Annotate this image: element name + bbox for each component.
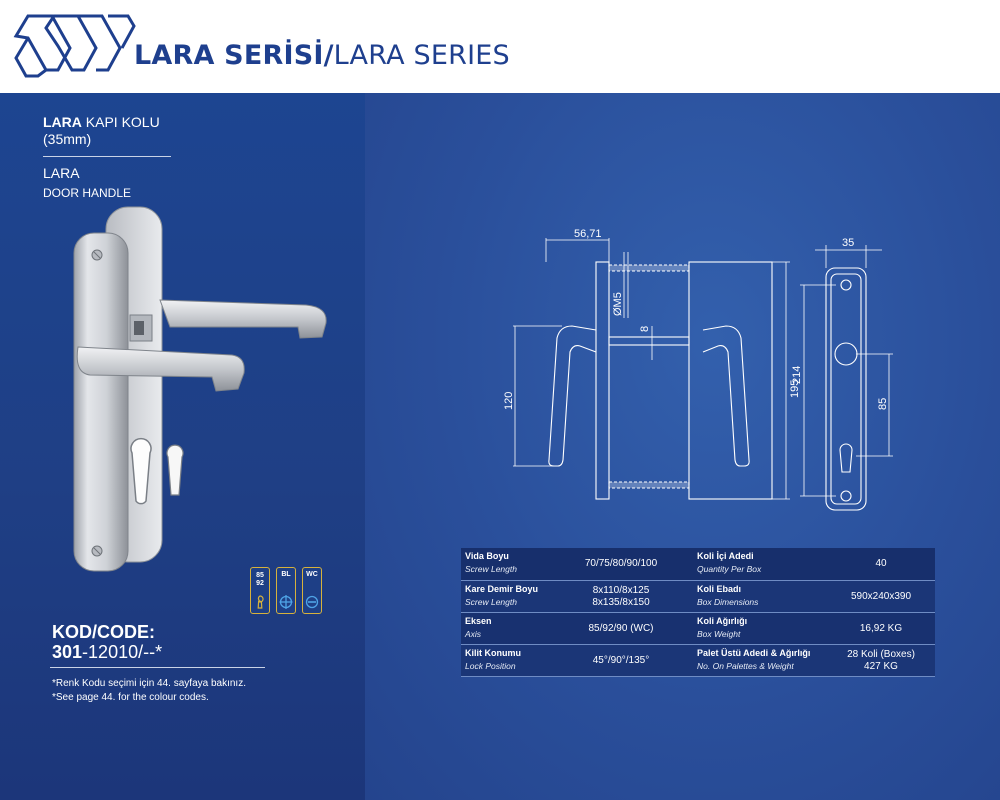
product-name-tr bbox=[43, 114, 160, 130]
technical-drawing bbox=[490, 222, 910, 522]
divider bbox=[43, 156, 171, 157]
spec-value: 8x135/8x150 bbox=[592, 597, 650, 608]
dim-195: 195 bbox=[789, 379, 801, 398]
drawing-rose-left bbox=[596, 262, 609, 499]
product-name-en: LARA bbox=[43, 165, 80, 181]
badge-line1: 85 bbox=[256, 572, 264, 579]
product-name-bold: LARA bbox=[43, 114, 82, 130]
header bbox=[0, 0, 1000, 93]
spec-value: 8x110/8x125 bbox=[592, 585, 650, 596]
product-photo-handle bbox=[60, 205, 340, 575]
spec-value: 40 bbox=[875, 558, 887, 569]
drawing-spindle bbox=[609, 337, 689, 345]
brand-logo-icon bbox=[12, 14, 136, 80]
dim-35: 35 bbox=[842, 237, 855, 249]
drawing-lever-right bbox=[703, 326, 749, 466]
drawing-rose-right bbox=[689, 262, 772, 499]
spec-label: Kilit Konumu bbox=[465, 648, 521, 658]
dim-8: 8 bbox=[639, 325, 651, 332]
page-title bbox=[134, 40, 510, 71]
bl-badge bbox=[276, 567, 296, 614]
spec-row bbox=[461, 580, 935, 612]
product-code bbox=[52, 642, 162, 663]
spec-row bbox=[461, 644, 935, 676]
spec-sublabel: Lock Position bbox=[465, 661, 516, 671]
code-prefix: 301 bbox=[52, 642, 83, 662]
wc-badge bbox=[302, 567, 322, 614]
spec-value: 590x240x390 bbox=[850, 591, 912, 602]
drawing-lever-left bbox=[549, 326, 596, 466]
spec-label: Koli Ağırlığı bbox=[697, 616, 748, 626]
colour-note-tr: *Renk Kodu seçimi için 44. sayfaya bakınız. bbox=[52, 678, 246, 689]
badge-label: BL bbox=[281, 571, 291, 578]
badge-line2: 92 bbox=[256, 580, 264, 587]
spec-row bbox=[461, 548, 935, 580]
spec-sublabel: Box Dimensions bbox=[697, 597, 759, 607]
dim-120: 120 bbox=[503, 391, 515, 410]
spec-row bbox=[461, 612, 935, 644]
badge-label bbox=[251, 572, 269, 588]
spec-table bbox=[461, 548, 935, 676]
spec-value: 28 Koli (Boxes) bbox=[847, 649, 915, 660]
spec-label: Eksen bbox=[465, 616, 492, 626]
spec-value: 85/92/90 (WC) bbox=[588, 623, 654, 634]
spec-value: 70/75/80/90/100 bbox=[584, 558, 658, 569]
table-bottom-border bbox=[461, 676, 935, 677]
spec-sublabel: Screw Length bbox=[465, 597, 517, 607]
spec-sublabel: Axis bbox=[465, 629, 482, 639]
drawing-front-plate bbox=[826, 268, 866, 510]
keyhole-icon bbox=[253, 594, 267, 610]
code-label: KOD/CODE: bbox=[52, 622, 155, 642]
axis-badge-85-92 bbox=[250, 567, 270, 614]
wc-indicator-icon bbox=[305, 594, 319, 610]
spec-value: 45°/90°/135° bbox=[592, 655, 650, 666]
spec-label: Kare Demir Boyu bbox=[465, 584, 539, 594]
dim-214: 214 bbox=[791, 365, 803, 384]
product-size: (35mm) bbox=[43, 131, 92, 147]
product-name-rest: KAPI KOLU bbox=[81, 114, 160, 130]
dim-85: 85 bbox=[877, 397, 889, 410]
spec-value: 16,92 KG bbox=[859, 623, 903, 634]
dim-m5: ØM5 bbox=[612, 292, 624, 316]
spec-label: Koli İçi Adedi bbox=[697, 551, 754, 561]
spec-sublabel: Quantity Per Box bbox=[697, 564, 762, 574]
spec-sublabel: Box Weight bbox=[697, 629, 741, 639]
spec-sublabel: No. On Palettes & Weight bbox=[697, 661, 794, 671]
spec-label: Palet Üstü Adedi & Ağırlığı bbox=[697, 648, 811, 658]
badge-label: WC bbox=[306, 571, 318, 578]
bathroom-lock-icon bbox=[279, 594, 293, 610]
product-desc-en: DOOR HANDLE bbox=[43, 186, 132, 200]
title-bold: LARA SERİSİ/ bbox=[134, 40, 334, 71]
title-light: LARA SERIES bbox=[333, 40, 510, 71]
spec-value: 427 KG bbox=[864, 661, 898, 672]
colour-note-en: *See page 44. for the colour codes. bbox=[52, 692, 209, 703]
divider bbox=[50, 667, 265, 668]
dim-width: 56,71 bbox=[574, 228, 602, 240]
spec-label: Koli Ebadı bbox=[697, 584, 742, 594]
code-suffix: -12010/--* bbox=[82, 642, 163, 662]
spec-label: Vida Boyu bbox=[465, 551, 509, 561]
spec-sublabel: Screw Length bbox=[465, 564, 517, 574]
